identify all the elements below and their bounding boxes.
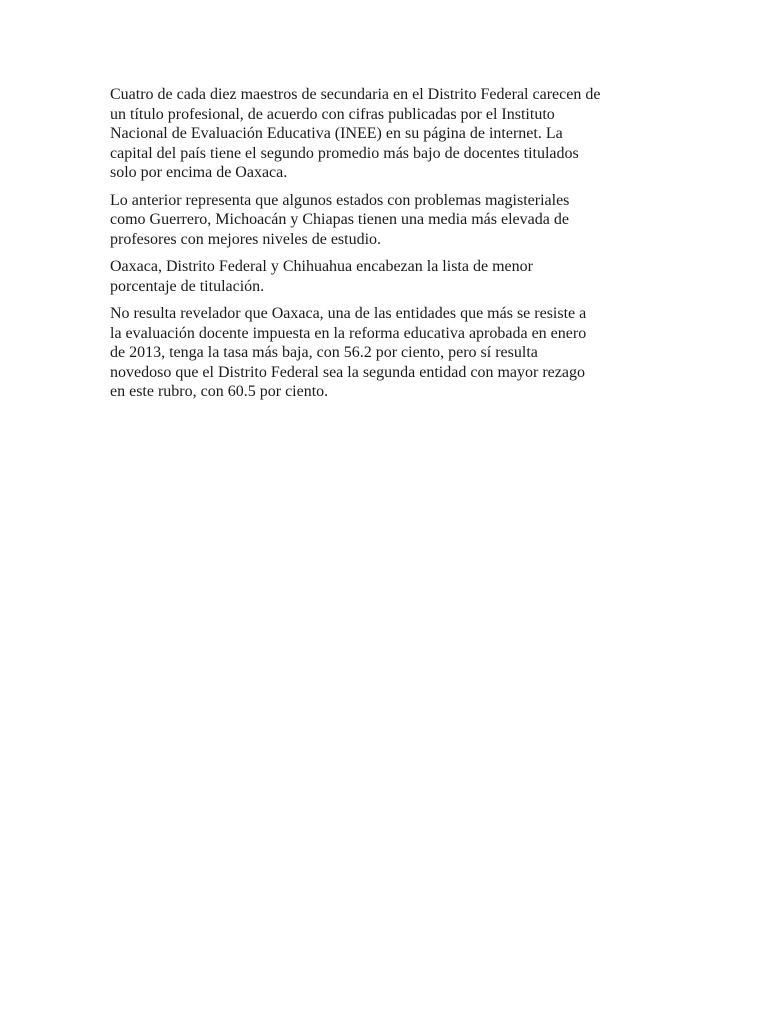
paragraph-4 [110, 304, 666, 402]
paragraph-line: solo por encima de Oaxaca. [110, 164, 288, 181]
paragraph-1 [110, 85, 666, 183]
paragraph-3 [110, 257, 666, 296]
paragraph-line: novedoso que el Distrito Federal sea la segunda entidad con mayor rezago [110, 363, 585, 381]
paragraph-line: capital del país tiene el segundo promedio más bajo de docentes titulados [110, 144, 579, 162]
paragraph-line: Nacional de Evaluación Educativa (INEE) en su página de internet. La [110, 125, 563, 142]
paragraph-line: de 2013, tenga la tasa más baja, con 56.2 por ciento, pero sí resulta [110, 344, 538, 361]
paragraph-line: Cuatro de cada diez maestros de secundaria en el Distrito Federal carecen de [110, 86, 601, 103]
paragraph-2 [110, 191, 666, 250]
paragraph-line: un título profesional, de acuerdo con cifras publicadas por el Instituto [110, 105, 555, 123]
paragraph-line: Lo anterior representa que algunos estados con problemas magisteriales [110, 191, 570, 209]
paragraph-line: No resulta revelador que Oaxaca, una de las entidades que más se resiste a [110, 305, 587, 322]
article-body [110, 85, 666, 410]
paragraph-line: Oaxaca, Distrito Federal y Chihuahua encabezan la lista de menor [110, 258, 533, 275]
paragraph-line: como Guerrero, Michoacán y Chiapas tienen una media más elevada de [110, 211, 569, 228]
paragraph-line: la evaluación docente impuesta en la reforma educativa aprobada en enero [110, 324, 587, 342]
paragraph-line: profesores con mejores niveles de estudio. [110, 230, 382, 248]
paragraph-line: en este rubro, con 60.5 por ciento. [110, 383, 329, 400]
paragraph-line: porcentaje de titulación. [110, 277, 265, 295]
